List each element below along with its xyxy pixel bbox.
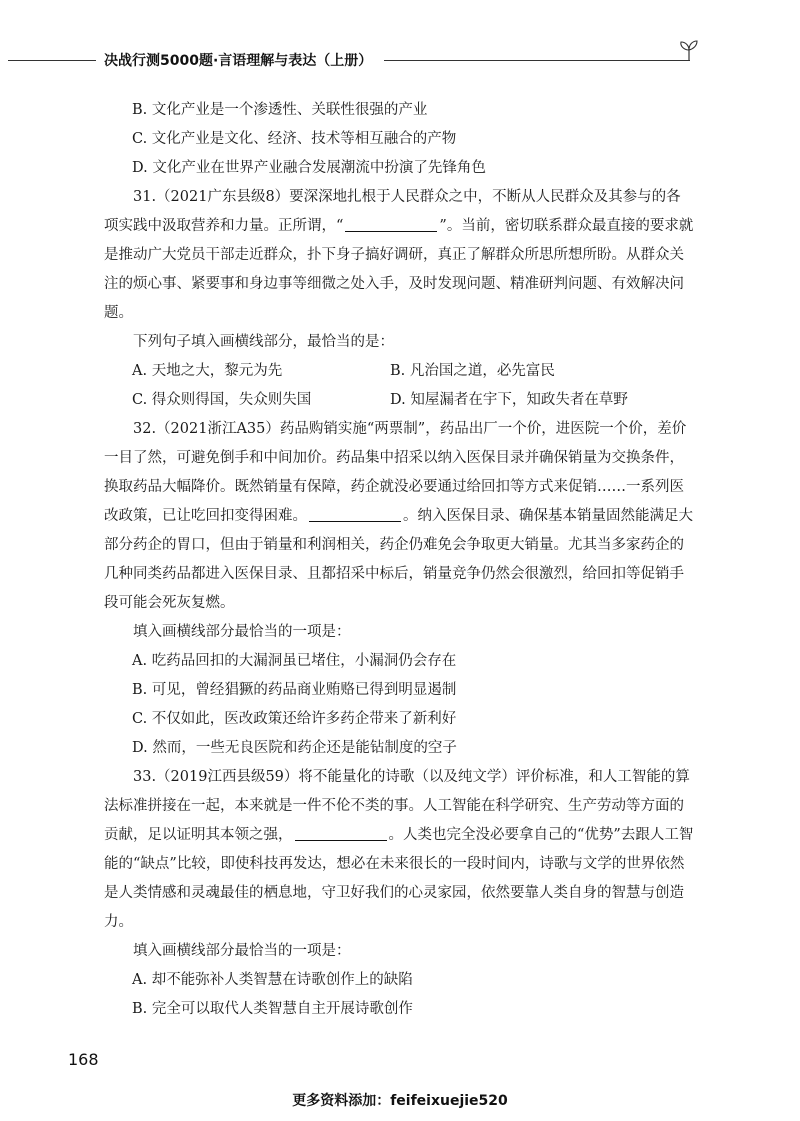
q32-option-c: C. 不仅如此，医改政策还给许多药企带来了新利好 (132, 711, 457, 727)
q31-options-row-2 (104, 386, 694, 415)
q31-option-a: A. 天地之大，黎元为先 (132, 363, 283, 379)
q30-option-b: B. 文化产业是一个渗透性、关联性很强的产业 (132, 102, 428, 118)
q32-option-b: B. 可见，曾经猖獗的药品商业贿赂已得到明显遏制 (132, 682, 457, 698)
header-rule-right (384, 60, 690, 61)
q31-text-after: ”。当前，密切联系群众最直接的要求就是推动广大党员干部走近群众，扑下身子搞好调研，真正了解群众所思所想所盼。从群众关注的烦心事、紧要事和身边事等细微之处入手，及时发现问题、精准研判问题、有效解决问题。 (104, 218, 694, 321)
q33-option-a: A. 却不能弥补人类智慧在诗歌创作上的缺陷 (132, 972, 413, 988)
q31-prompt: 下列句子填入画横线部分，最恰当的是： (133, 334, 394, 350)
q33-stem (104, 763, 694, 937)
q31-stem (104, 183, 694, 328)
q32-option-a: A. 吃药品回扣的大漏洞虽已堵住，小漏洞仍会存在 (132, 653, 457, 669)
q31-text-before: 31.（2021广东县级8）要深深地扎根于人民群众之中，不断从人民群众及其参与的各项实践中汲取营养和力量。正所谓，“ (104, 189, 681, 234)
q31-option-c: C. 得众则得国，失众则失国 (132, 392, 312, 408)
q31-option-b: B. 凡治国之道，必先富民 (390, 363, 555, 379)
page-content (104, 96, 694, 1024)
q31-option-d: D. 知屋漏者在宇下，知政失者在草野 (390, 392, 628, 408)
q32-stem (104, 415, 694, 618)
header-rule-left (8, 60, 96, 61)
q30-option-d: D. 文化产业在世界产业融合发展潮流中扮演了先锋角色 (132, 160, 486, 176)
sprout-icon (676, 38, 702, 62)
q30-option-c: C. 文化产业是文化、经济、技术等相互融合的产物 (132, 131, 457, 147)
footer-note: 更多资料添加：feifeixuejie520 (292, 1093, 508, 1109)
q33-blank (295, 826, 387, 841)
q33-prompt: 填入画横线部分最恰当的一项是： (133, 943, 351, 959)
book-title: 决战行测5000题·言语理解与表达（上册） (104, 53, 373, 69)
q33-text-after: 。人类也完全没必要拿自己的“优势”去跟人工智能的“缺点”比较，即使科技再发达，想必在未来很长的一段时间内，诗歌与文学的世界依然是人类情感和灵魂最佳的栖息地，守卫好我们的心灵家园，依然要靠人类自身的智慧与创造力。 (104, 827, 694, 930)
q33-option-b: B. 完全可以取代人类智慧自主开展诗歌创作 (132, 1001, 413, 1017)
q32-text-after: 。纳入医保目录、确保基本销量固然能满足大部分药企的胃口，但由于销量和利润相关，药企仍难免会争取更大销量。尤其当多家药企的几种同类药品都进入医保目录、且都招采中标后，销量竞争仍然会很激烈，给回扣等促销手段可能会死灰复燃。 (104, 508, 693, 611)
q31-options-row-1 (104, 357, 694, 386)
page-number: 168 (68, 1050, 99, 1069)
q32-text-before: 32.（2021浙江A35）药品购销实施“两票制”，药品出厂一个价，进医院一个价，差价一目了然，可避免倒手和中间加价。药品集中招采以纳入医保目录并确保销量为交换条件，换取药品大幅降价。既然销量有保障，药企就没必要通过给回扣等方式来促销……一系列医改政策，已让吃回扣变得困难。 (104, 421, 687, 524)
q31-blank (345, 217, 437, 232)
q32-prompt: 填入画横线部分最恰当的一项是： (133, 624, 351, 640)
q32-option-d: D. 然而，一些无良医院和药企还是能钻制度的空子 (132, 740, 457, 756)
q33-text-before: 33.（2019江西县级59）将不能量化的诗歌（以及纯文学）评价标准，和人工智能的算法标准拼接在一起，本来就是一件不伦不类的事。人工智能在科学研究、生产劳动等方面的贡献，足以证明其本领之强， (104, 769, 690, 843)
running-header (0, 48, 800, 72)
q32-blank (309, 507, 401, 522)
